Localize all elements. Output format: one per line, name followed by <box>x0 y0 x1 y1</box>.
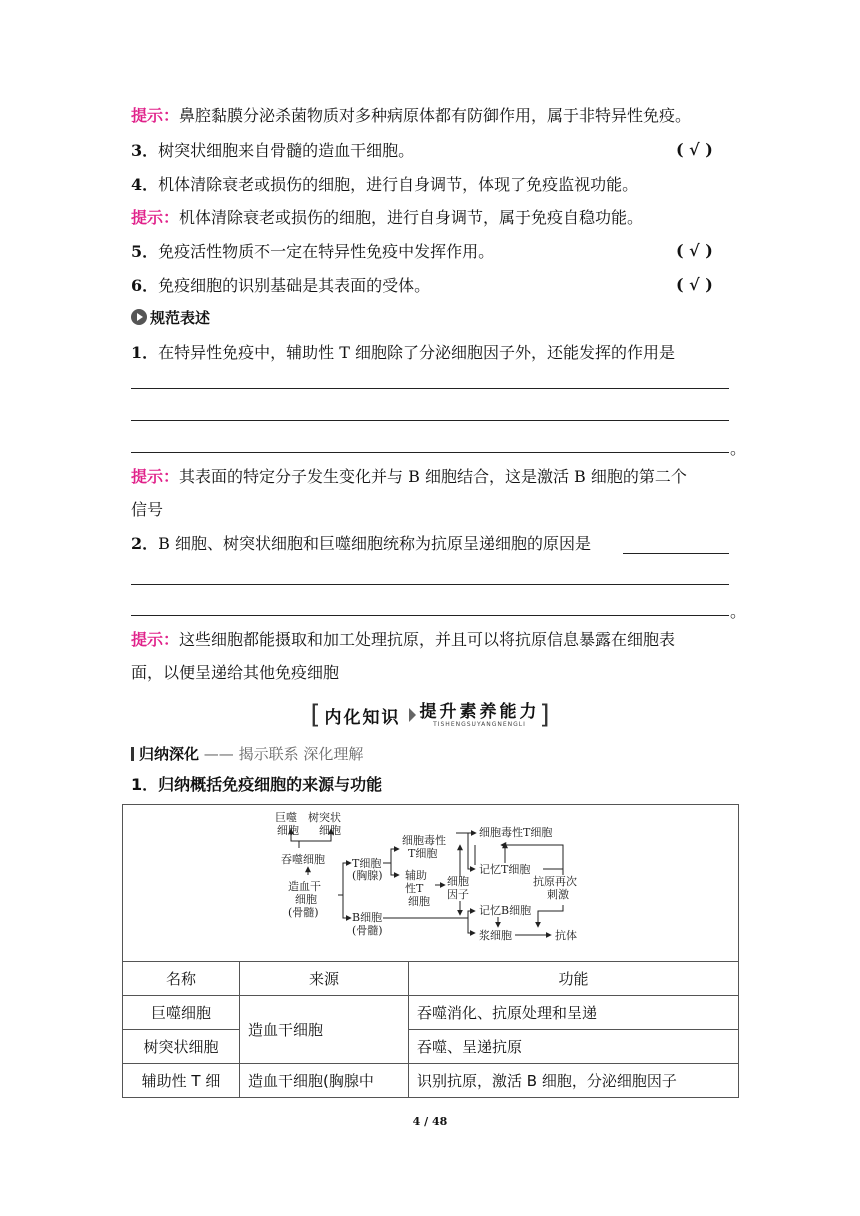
answer-mark: ( √ ) <box>676 140 713 159</box>
hint-4 <box>131 629 675 651</box>
guina-subtitle: 揭示联系 深化理解 <box>238 745 364 763</box>
cell-function: 吞噬、呈递抗原 <box>409 1030 739 1064</box>
item-number: 3． <box>131 141 159 160</box>
banner-right-group <box>420 703 540 728</box>
guina-dash: —— <box>203 745 234 763</box>
section-heading <box>131 307 210 329</box>
diagram-cytokine: 因子 <box>447 888 469 901</box>
cell-name: 巨噬细胞 <box>123 996 240 1030</box>
hint-3 <box>131 466 687 488</box>
question-2 <box>131 533 591 555</box>
heading-1: 1．归纳概括免疫细胞的来源与功能 <box>131 775 383 794</box>
diagram-cytokine: 细胞 <box>447 875 469 888</box>
arrow-icon <box>409 708 416 722</box>
question-1 <box>131 342 675 364</box>
diagram-b-cell: (骨髓) <box>352 924 383 937</box>
hint-text: 这些细胞都能摄取和加工处理抗原，并且可以将抗原信息暴露在细胞表 <box>179 630 676 649</box>
guina-title: 归纳深化 <box>139 745 200 763</box>
diagram-t-cell: (胸腺) <box>352 869 383 882</box>
item-6 <box>131 275 430 297</box>
diagram-b-cell: B细胞 <box>352 911 383 924</box>
play-icon <box>131 309 147 325</box>
cell-name: 树突状细胞 <box>123 1030 240 1064</box>
diagram-cytotoxic-right: 细胞毒性T细胞 <box>479 826 553 839</box>
diagram-helper: 性T <box>405 882 424 895</box>
page-number: 4 / 48 <box>412 1115 448 1128</box>
header-function: 功能 <box>409 962 739 996</box>
diagram-cytotoxic: T细胞 <box>408 847 438 860</box>
period: 。 <box>730 602 747 621</box>
hint-label: 提示： <box>131 106 180 125</box>
hint-1 <box>131 105 691 127</box>
bracket-left: [ <box>310 700 321 730</box>
answer-mark: ( √ ) <box>676 241 713 260</box>
hint-text: 机体清除衰老或损伤的细胞，进行自身调节，属于免疫自稳功能。 <box>179 208 644 227</box>
item-3 <box>131 140 414 162</box>
item-5 <box>131 241 494 263</box>
bracket-right: ] <box>539 700 550 730</box>
item-4 <box>131 174 638 196</box>
diagram-stem-cell: 细胞 <box>295 893 317 906</box>
item-text: 树突状细胞来自骨髓的造血干细胞。 <box>158 141 415 160</box>
answer-blank[interactable] <box>131 615 729 616</box>
banner-right: 提升素养能力 <box>419 701 540 722</box>
section-title: 规范表述 <box>150 309 211 327</box>
question-text: B 细胞、树突状细胞和巨噬细胞统称为抗原呈递细胞的原因是 <box>158 534 591 553</box>
hint-2 <box>131 207 643 229</box>
answer-mark: ( √ ) <box>676 275 713 294</box>
banner-pinyin: TISHENGSUYANGNENGLI <box>433 720 526 728</box>
diagram-dendritic: 树突状 <box>308 811 341 824</box>
item-text: 免疫活性物质不一定在特异性免疫中发挥作用。 <box>158 242 495 261</box>
diagram-memory-b: 记忆B细胞 <box>479 904 532 917</box>
item-number: 4． <box>131 175 159 194</box>
diagram-cell-label: 细胞 <box>319 824 341 837</box>
diagram-helper: 细胞 <box>408 895 430 908</box>
hint-label: 提示： <box>131 630 180 649</box>
bar-icon <box>131 747 134 761</box>
diagram-macrophage: 巨噬 <box>275 811 297 824</box>
immune-cell-diagram <box>123 805 738 957</box>
hint-text: 其表面的特定分子发生变化并与 B 细胞结合，这是激活 B 细胞的第二个 <box>179 467 687 486</box>
diagram-antibody: 抗体 <box>555 929 577 942</box>
question-number: 1． <box>131 343 159 362</box>
diagram-cell-label: 细胞 <box>277 824 299 837</box>
answer-blank[interactable] <box>623 553 729 554</box>
answer-blank[interactable] <box>131 388 729 389</box>
item-number: 6． <box>131 276 159 295</box>
diagram-restimulation: 抗原再次 <box>533 875 577 888</box>
diagram-stem-cell: (骨髓) <box>288 906 319 919</box>
period: 。 <box>730 439 747 458</box>
immune-cell-table <box>122 804 739 1098</box>
item-text: 机体清除衰老或损伤的细胞，进行自身调节，体现了免疫监视功能。 <box>158 175 639 194</box>
answer-blank[interactable] <box>131 420 729 421</box>
cell-name: 辅助性 T 细 <box>123 1064 240 1098</box>
diagram-phagocyte: 吞噬细胞 <box>281 853 325 866</box>
diagram-cytotoxic: 细胞毒性 <box>402 834 446 847</box>
diagram-memory-t: 记忆T细胞 <box>479 863 531 876</box>
diagram-t-cell: T细胞 <box>352 857 382 870</box>
cell-function: 识别抗原，激活 B 细胞，分泌细胞因子 <box>409 1064 739 1098</box>
hint-3-continued: 信号 <box>131 500 164 519</box>
item-text: 免疫细胞的识别基础是其表面的受体。 <box>158 276 431 295</box>
diagram-helper: 辅助 <box>405 869 427 882</box>
question-number: 2． <box>131 534 159 553</box>
item-number: 5． <box>131 242 159 261</box>
diagram-restimulation: 刺激 <box>547 888 569 901</box>
cell-source: 造血干细胞 <box>240 996 409 1064</box>
hint-4-continued: 面，以便呈递给其他免疫细胞 <box>131 663 340 682</box>
guina-heading <box>131 743 363 764</box>
hint-label: 提示： <box>131 467 180 486</box>
diagram-cell <box>123 805 739 962</box>
cell-function: 吞噬消化、抗原处理和呈递 <box>409 996 739 1030</box>
header-name: 名称 <box>123 962 240 996</box>
header-source: 来源 <box>240 962 409 996</box>
question-text: 在特异性免疫中，辅助性 T 细胞除了分泌细胞因子外，还能发挥的作用是 <box>158 343 675 362</box>
answer-blank[interactable] <box>131 584 729 585</box>
hint-text: 鼻腔黏膜分泌杀菌物质对多种病原体都有防御作用，属于非特异性免疫。 <box>179 106 692 125</box>
answer-blank[interactable] <box>131 452 729 453</box>
hint-label: 提示： <box>131 208 180 227</box>
diagram-plasma: 浆细胞 <box>479 929 512 942</box>
diagram-stem-cell: 造血干 <box>288 880 321 893</box>
banner-left: 内化知识 <box>324 707 401 728</box>
section-banner <box>310 702 550 728</box>
cell-source: 造血干细胞(胸腺中 <box>240 1064 409 1098</box>
